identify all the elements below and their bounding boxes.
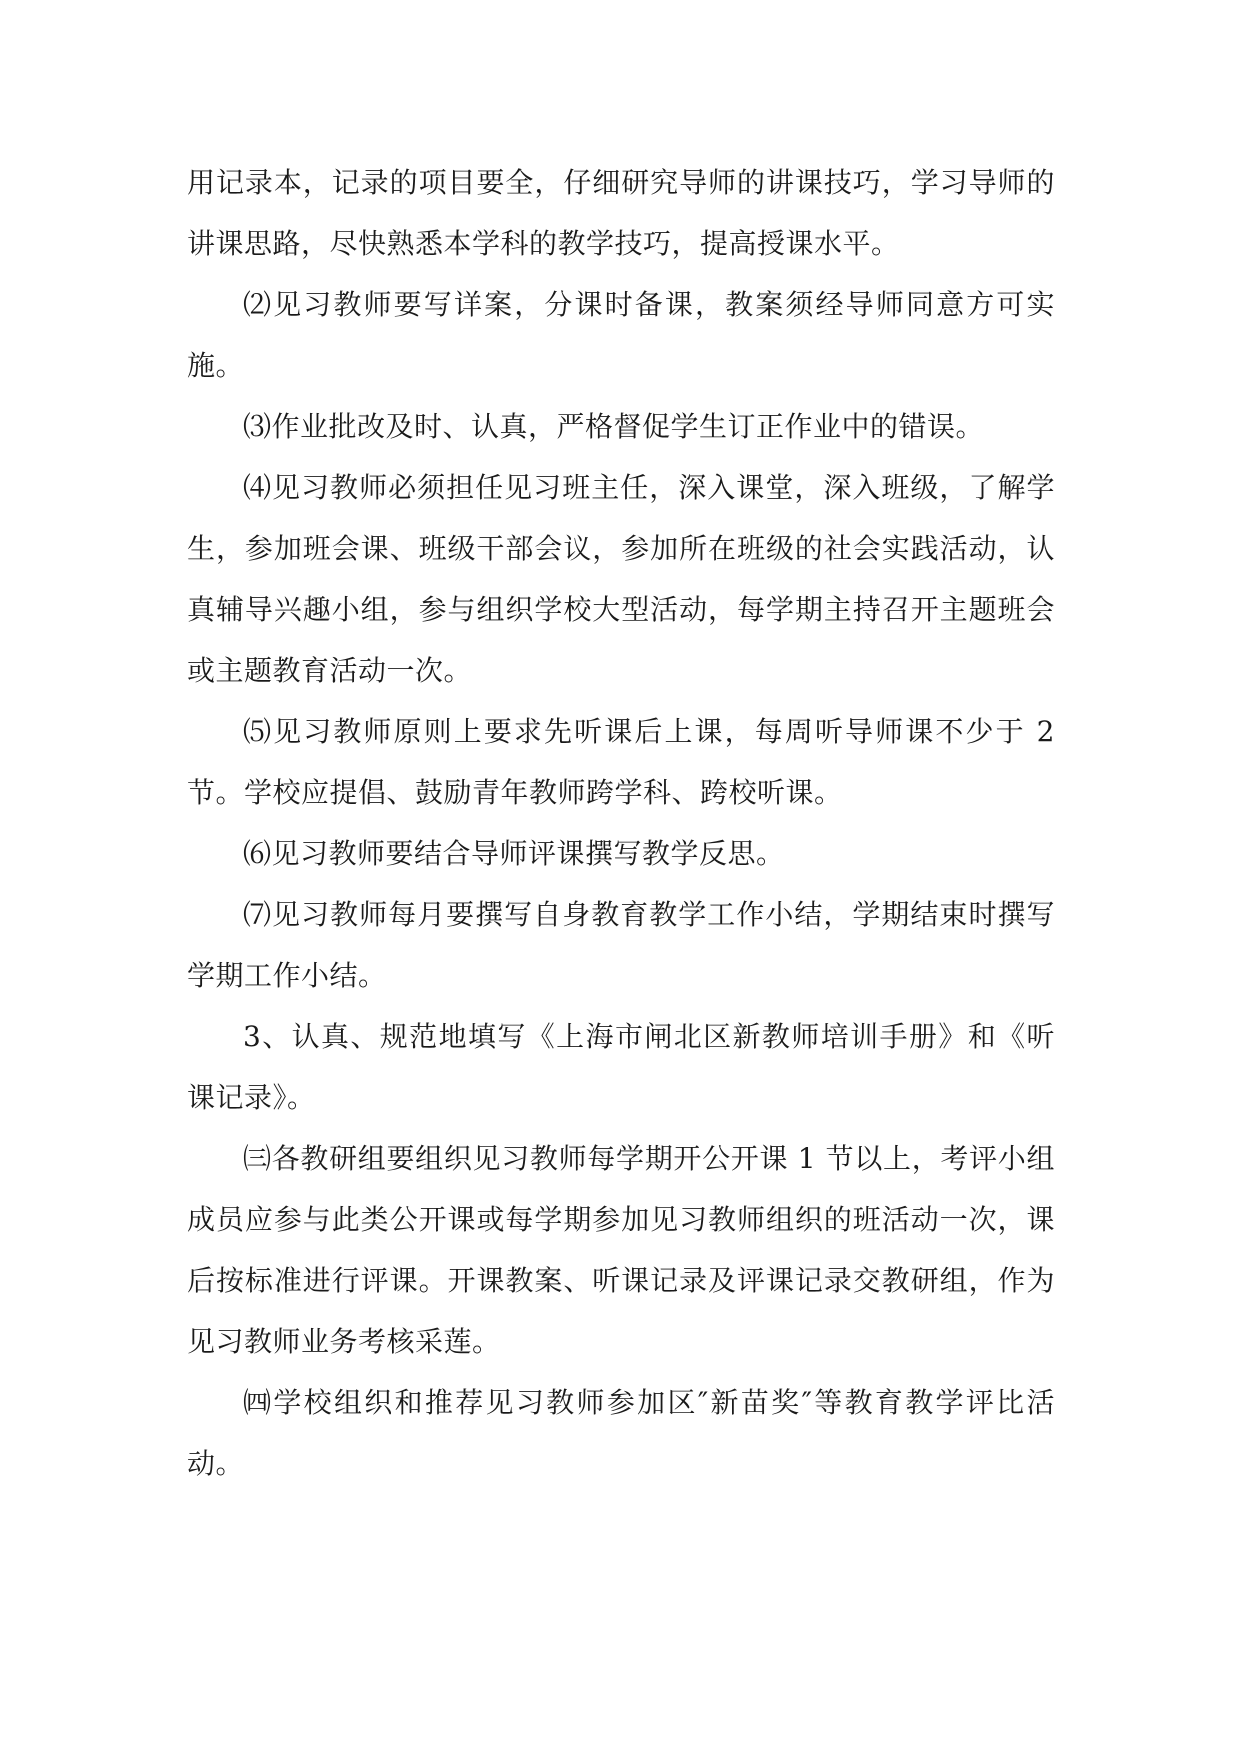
paragraph-1: 用记录本，记录的项目要全，仔细研究导师的讲课技巧，学习导师的讲课思路，尽快熟悉本学科的教学技巧，提高授课水平。 [187, 166, 1055, 260]
paragraph-2: ⑵见习教师要写详案，分课时备课，教案须经导师同意方可实施。 [187, 288, 1055, 382]
paragraph-10: ㈣学校组织和推荐见习教师参加区″新苗奖″等教育教学评比活动。 [187, 1386, 1055, 1480]
paragraph-5: ⑸见习教师原则上要求先听课后上课，每周听导师课不少于 2 节。学校应提倡、鼓励青年教师跨学科、跨校听课。 [187, 715, 1055, 809]
paragraph-8: 3、认真、规范地填写《上海市闸北区新教师培训手册》和《听课记录》。 [187, 1020, 1055, 1114]
paragraph-7: ⑺见习教师每月要撰写自身教育教学工作小结，学期结束时撰写学期工作小结。 [187, 898, 1055, 992]
paragraph-6: ⑹见习教师要结合导师评课撰写教学反思。 [243, 837, 785, 870]
paragraph-3: ⑶作业批改及时、认真，严格督促学生订正作业中的错误。 [243, 410, 985, 443]
paragraph-4: ⑷见习教师必须担任见习班主任，深入课堂，深入班级，了解学生，参加班会课、班级干部会议，参加所在班级的社会实践活动，认真辅导兴趣小组，参与组织学校大型活动，每学期主持召开主题班会或主题教育活动一次。 [187, 471, 1055, 687]
document-body [187, 152, 1055, 1494]
paragraph-9: ㈢各教研组要组织见习教师每学期开公开课 1 节以上，考评小组成员应参与此类公开课或每学期参加见习教师组织的班活动一次，课后按标准进行评课。开课教案、听课记录及评课记录交教研组，作为见习教师业务考核采莲。 [187, 1142, 1055, 1358]
